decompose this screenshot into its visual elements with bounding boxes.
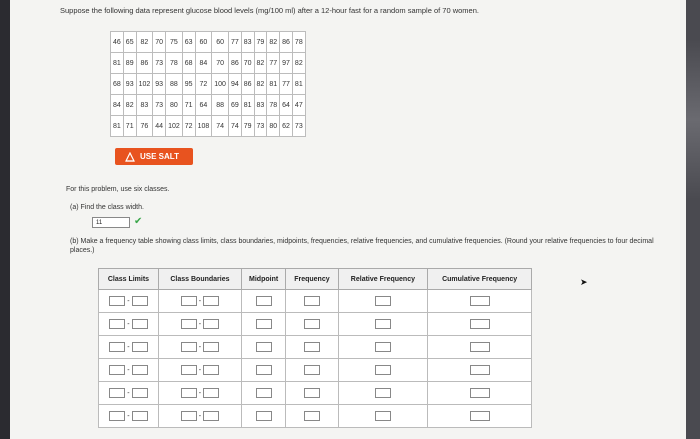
- data-cell: 80: [267, 116, 280, 137]
- midpoint-input[interactable]: [256, 319, 272, 329]
- data-cell: 81: [111, 116, 124, 137]
- header-midpoint: Midpoint: [242, 269, 286, 290]
- frequency-input[interactable]: [304, 411, 320, 421]
- lower-boundary-input[interactable]: [181, 411, 197, 421]
- data-cell: 46: [111, 32, 124, 53]
- upper-limit-input[interactable]: [132, 411, 148, 421]
- class-limits-cell: [99, 290, 159, 313]
- lower-limit-input[interactable]: [109, 296, 125, 306]
- question-text: Suppose the following data represent glucose blood levels (mg/100 ml) after a 12-hour fast for a random sample of 70 women.: [60, 6, 479, 15]
- data-cell: 82: [123, 95, 136, 116]
- midpoint-cell: [242, 382, 286, 405]
- data-cell: 64: [195, 95, 212, 116]
- data-cell: 93: [153, 74, 166, 95]
- data-cell: 86: [228, 53, 241, 74]
- relative-frequency-input[interactable]: [375, 365, 391, 375]
- cumulative-frequency-cell: [428, 382, 532, 405]
- data-cell: 70: [212, 53, 229, 74]
- range-dash: -: [127, 412, 130, 420]
- range-dash: -: [127, 343, 130, 351]
- class-limits-cell: [99, 336, 159, 359]
- data-cell: 78: [267, 95, 280, 116]
- screen-glare: [686, 40, 700, 200]
- class-width-input[interactable]: 11: [92, 217, 130, 228]
- frequency-input[interactable]: [304, 342, 320, 352]
- data-cell: 79: [241, 116, 254, 137]
- lower-limit-input[interactable]: [109, 411, 125, 421]
- lower-limit-input[interactable]: [109, 342, 125, 352]
- data-cell: 44: [153, 116, 166, 137]
- upper-boundary-input[interactable]: [203, 388, 219, 398]
- data-row: [111, 116, 306, 137]
- class-boundaries-cell: [158, 336, 241, 359]
- part-a-prompt: (a) Find the class width.: [70, 204, 144, 211]
- data-cell: 72: [182, 116, 195, 137]
- data-cell: 77: [228, 32, 241, 53]
- class-boundaries-cell: [158, 405, 241, 428]
- range-dash: -: [198, 320, 202, 328]
- upper-boundary-input[interactable]: [203, 365, 219, 375]
- midpoint-input[interactable]: [256, 365, 272, 375]
- upper-boundary-input[interactable]: [203, 411, 219, 421]
- upper-limit-input[interactable]: [132, 365, 148, 375]
- midpoint-cell: [242, 336, 286, 359]
- cumulative-frequency-cell: [428, 359, 532, 382]
- data-cell: 82: [136, 32, 153, 53]
- data-cell: 71: [123, 116, 136, 137]
- data-cell: 82: [267, 32, 280, 53]
- upper-boundary-input[interactable]: [203, 342, 219, 352]
- midpoint-cell: [242, 359, 286, 382]
- header-relative-frequency: Relative Frequency: [338, 269, 428, 290]
- frequency-cell: [286, 382, 338, 405]
- data-cell: 60: [195, 32, 212, 53]
- data-cell: 81: [111, 53, 124, 74]
- data-cell: 70: [241, 53, 254, 74]
- range-dash: -: [127, 366, 130, 374]
- frequency-input[interactable]: [304, 365, 320, 375]
- data-cell: 93: [123, 74, 136, 95]
- problem-sheet: [10, 0, 686, 439]
- cumulative-frequency-cell: [428, 336, 532, 359]
- data-row: [111, 53, 306, 74]
- data-cell: 88: [212, 95, 229, 116]
- relative-frequency-cell: [338, 382, 428, 405]
- relative-frequency-input[interactable]: [375, 319, 391, 329]
- range-dash: -: [127, 320, 130, 328]
- relative-frequency-cell: [338, 336, 428, 359]
- frequency-input[interactable]: [304, 296, 320, 306]
- cursor-icon: ➤: [580, 277, 588, 287]
- data-cell: 81: [267, 74, 280, 95]
- class-limits-cell: [99, 382, 159, 405]
- data-cell: 86: [241, 74, 254, 95]
- cumulative-frequency-cell: [428, 405, 532, 428]
- data-cell: 73: [153, 53, 166, 74]
- data-cell: 73: [292, 116, 305, 137]
- cumulative-frequency-input[interactable]: [470, 342, 490, 352]
- relative-frequency-input[interactable]: [375, 411, 391, 421]
- relative-frequency-input[interactable]: [375, 342, 391, 352]
- lower-boundary-input[interactable]: [181, 296, 197, 306]
- midpoint-input[interactable]: [256, 411, 272, 421]
- cumulative-frequency-input[interactable]: [470, 296, 490, 306]
- lower-boundary-input[interactable]: [181, 319, 197, 329]
- data-cell: 74: [212, 116, 229, 137]
- class-limits-cell: [99, 405, 159, 428]
- glucose-data-table: [110, 31, 306, 137]
- upper-limit-input[interactable]: [132, 342, 148, 352]
- cumulative-frequency-cell: [428, 313, 532, 336]
- data-cell: 77: [280, 74, 293, 95]
- data-cell: 78: [166, 53, 183, 74]
- frequency-cell: [286, 359, 338, 382]
- frequency-input[interactable]: [304, 319, 320, 329]
- data-cell: 79: [254, 32, 267, 53]
- midpoint-input[interactable]: [256, 296, 272, 306]
- relative-frequency-cell: [338, 359, 428, 382]
- data-cell: 84: [111, 95, 124, 116]
- header-class-limits: Class Limits: [99, 269, 159, 290]
- upper-limit-input[interactable]: [132, 319, 148, 329]
- frequency-cell: [286, 336, 338, 359]
- relative-frequency-cell: [338, 290, 428, 313]
- data-cell: 88: [166, 74, 183, 95]
- screen-bezel: [0, 0, 10, 439]
- data-cell: 76: [136, 116, 153, 137]
- data-cell: 102: [166, 116, 183, 137]
- cumulative-frequency-cell: [428, 290, 532, 313]
- lower-boundary-input[interactable]: [181, 388, 197, 398]
- upper-limit-input[interactable]: [132, 388, 148, 398]
- class-boundaries-cell: [158, 359, 241, 382]
- data-cell: 72: [195, 74, 212, 95]
- data-row: [111, 95, 306, 116]
- data-row: [111, 74, 306, 95]
- class-boundaries-cell: [158, 382, 241, 405]
- data-cell: 75: [166, 32, 183, 53]
- frequency-table: [98, 268, 532, 428]
- cumulative-frequency-input[interactable]: [470, 411, 490, 421]
- data-cell: 82: [254, 53, 267, 74]
- table-row: [99, 336, 532, 359]
- upper-boundary-input[interactable]: [203, 319, 219, 329]
- midpoint-input[interactable]: [256, 388, 272, 398]
- table-row: [99, 382, 532, 405]
- data-cell: 62: [280, 116, 293, 137]
- frequency-input[interactable]: [304, 388, 320, 398]
- use-salt-button[interactable]: [115, 148, 193, 165]
- class-limits-cell: [99, 313, 159, 336]
- data-cell: 100: [212, 74, 229, 95]
- relative-frequency-cell: [338, 313, 428, 336]
- lower-limit-input[interactable]: [109, 319, 125, 329]
- class-boundaries-cell: [158, 313, 241, 336]
- data-cell: 83: [254, 95, 267, 116]
- header-class-boundaries: Class Boundaries: [158, 269, 241, 290]
- class-limits-cell: [99, 359, 159, 382]
- relative-frequency-input[interactable]: [375, 388, 391, 398]
- header-cumulative-frequency: Cumulative Frequency: [428, 269, 532, 290]
- cumulative-frequency-input[interactable]: [470, 388, 490, 398]
- lower-limit-input[interactable]: [109, 388, 125, 398]
- frequency-cell: [286, 313, 338, 336]
- salt-icon: [125, 152, 135, 162]
- data-cell: 68: [111, 74, 124, 95]
- data-cell: 97: [280, 53, 293, 74]
- data-cell: 108: [195, 116, 212, 137]
- data-cell: 86: [280, 32, 293, 53]
- header-frequency: Frequency: [286, 269, 338, 290]
- table-row: [99, 359, 532, 382]
- upper-limit-input[interactable]: [132, 296, 148, 306]
- data-cell: 65: [123, 32, 136, 53]
- instruction-text: For this problem, use six classes.: [66, 186, 170, 193]
- check-icon: ✔: [134, 216, 143, 227]
- range-dash: -: [198, 412, 202, 420]
- data-cell: 63: [182, 32, 195, 53]
- data-cell: 95: [182, 74, 195, 95]
- data-cell: 74: [228, 116, 241, 137]
- data-cell: 102: [136, 74, 153, 95]
- lower-boundary-input[interactable]: [181, 365, 197, 375]
- midpoint-cell: [242, 405, 286, 428]
- range-dash: -: [127, 389, 130, 397]
- class-boundaries-cell: [158, 290, 241, 313]
- data-cell: 81: [241, 95, 254, 116]
- data-cell: 86: [136, 53, 153, 74]
- relative-frequency-input[interactable]: [375, 296, 391, 306]
- frequency-cell: [286, 290, 338, 313]
- table-row: [99, 405, 532, 428]
- data-cell: 70: [153, 32, 166, 53]
- data-cell: 82: [292, 53, 305, 74]
- use-salt-label: USE SALT: [140, 152, 179, 161]
- data-cell: 64: [280, 95, 293, 116]
- table-row: [99, 313, 532, 336]
- table-row: [99, 290, 532, 313]
- range-dash: -: [198, 343, 202, 351]
- lower-limit-input[interactable]: [109, 365, 125, 375]
- data-row: [111, 32, 306, 53]
- data-cell: 68: [182, 53, 195, 74]
- upper-boundary-input[interactable]: [203, 296, 219, 306]
- relative-frequency-cell: [338, 405, 428, 428]
- data-cell: 89: [123, 53, 136, 74]
- data-cell: 69: [228, 95, 241, 116]
- data-cell: 83: [136, 95, 153, 116]
- data-cell: 94: [228, 74, 241, 95]
- data-cell: 71: [182, 95, 195, 116]
- midpoint-cell: [242, 290, 286, 313]
- data-cell: 60: [212, 32, 229, 53]
- cumulative-frequency-input[interactable]: [470, 365, 490, 375]
- range-dash: -: [198, 366, 202, 374]
- data-cell: 80: [166, 95, 183, 116]
- data-cell: 78: [292, 32, 305, 53]
- data-cell: 81: [292, 74, 305, 95]
- data-cell: 73: [153, 95, 166, 116]
- cumulative-frequency-input[interactable]: [470, 319, 490, 329]
- data-cell: 84: [195, 53, 212, 74]
- midpoint-input[interactable]: [256, 342, 272, 352]
- data-cell: 47: [292, 95, 305, 116]
- part-b-prompt: (b) Make a frequency table showing class limits, class boundaries, midpoints, frequencies, relative frequencies, and cumulative frequencies. (Round your relative frequencies to four decimal places.): [70, 238, 654, 254]
- range-dash: -: [198, 389, 202, 397]
- data-cell: 83: [241, 32, 254, 53]
- frequency-cell: [286, 405, 338, 428]
- range-dash: -: [198, 297, 202, 305]
- data-cell: 73: [254, 116, 267, 137]
- data-cell: 77: [267, 53, 280, 74]
- midpoint-cell: [242, 313, 286, 336]
- lower-boundary-input[interactable]: [181, 342, 197, 352]
- data-cell: 82: [254, 74, 267, 95]
- range-dash: -: [127, 297, 130, 305]
